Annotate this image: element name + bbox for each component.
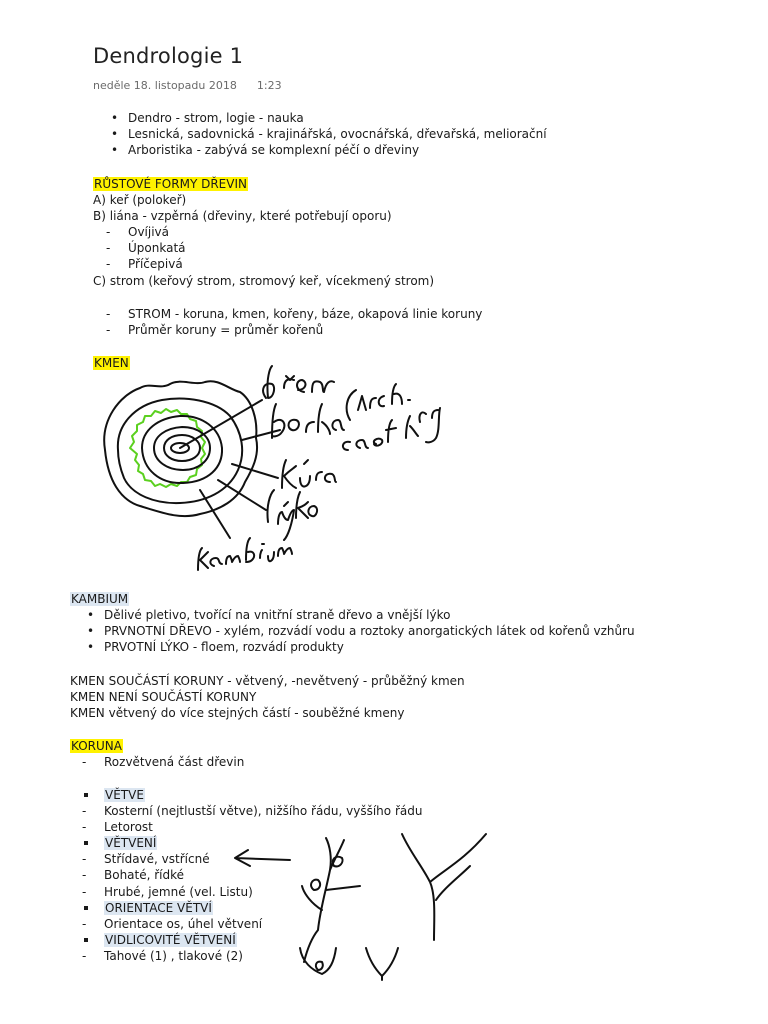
growth-heading-text: RŮSTOVÉ FORMY DŘEVIN — [94, 177, 247, 191]
fork-tahove — [300, 948, 336, 974]
vidlicovite-item: - Tahové (1) , tlakové (2) — [104, 948, 243, 964]
label-dren — [263, 366, 334, 398]
kmen-heading-text: KMEN — [94, 356, 129, 370]
liana-type: - Ovíjivá — [128, 224, 169, 240]
fork-tlakove — [366, 948, 398, 980]
strom-item: - STROM - koruna, kmen, kořeny, báze, okapová linie koruny — [128, 306, 482, 322]
vetveni-heading-text: VĚTVENÍ — [105, 836, 157, 850]
branch-fork — [402, 834, 486, 940]
liana-type: - Příčepivá — [128, 256, 183, 272]
arrow-left-icon — [235, 850, 290, 866]
intro-bullet: • Arboristika - zabývá se komplexní péčí o dřeviny — [128, 142, 419, 158]
orientace-heading-text: ORIENTACE VĚTVÍ — [105, 901, 212, 915]
intro-bullet: • Lesnická, sadovnická - krajinářská, ovocnářská, dřevařská, meliorační — [128, 126, 547, 142]
intro-bullet: • Dendro - strom, logie - nauka — [128, 110, 304, 126]
page-date: neděle 18. listopadu 2018 — [93, 79, 237, 92]
leaf-bud — [311, 880, 320, 890]
vetve-item: - Letorost — [104, 819, 153, 835]
orientace-heading — [104, 900, 213, 916]
growth-heading — [93, 176, 248, 192]
growth-b: B) liána - vzpěrná (dřeviny, které potřebují oporu) — [93, 209, 392, 223]
kambium-bullet: • PRVOTNÍ LÝKO - floem, rozvádí produkty — [104, 639, 344, 655]
page-time: 1:23 — [256, 79, 282, 92]
kambium-bullet: • Dělivé pletivo, tvořící na vnitřní straně dřevo a vnější lýko — [104, 607, 450, 623]
vetveni-item: - Střídavé, vstřícné — [104, 851, 210, 867]
kmen-line: KMEN NENÍ SOUČÁSTÍ KORUNY — [70, 690, 257, 704]
vetveni-heading — [104, 835, 157, 851]
label-kura — [282, 460, 336, 488]
label-kambium — [198, 538, 292, 570]
vetve-item: - Kosterní (nejtlustší větve), nižšího řádu, vyššího řádu — [104, 803, 422, 819]
kambium-bullet: • PRVNOTNÍ DŘEVO - xylém, rozvádí vodu a roztoky anorgatických látek od kořenů vzhůru — [104, 623, 635, 639]
vetve-heading-text: VĚTVE — [105, 788, 144, 802]
strom-item: - Průměr koruny = průměr kořenů — [128, 322, 323, 338]
label-lyko — [267, 490, 317, 540]
koruna-item: - Rozvětvená část dřevin — [104, 754, 244, 770]
koruna-heading-text: KORUNA — [71, 739, 122, 753]
liana-type: - Úponkatá — [128, 240, 186, 256]
orientace-item: - Orientace os, úhel větvení — [104, 916, 262, 932]
kmen-line: KMEN SOUČÁSTÍ KORUNY - větvený, -nevětvený - průběžný kmen — [70, 674, 465, 688]
koruna-heading — [70, 738, 123, 754]
branching-sketch — [230, 830, 520, 990]
label-vrch — [347, 384, 410, 420]
growth-c: C) strom (keřový strom, stromový keř, vícekmený strom) — [93, 274, 435, 288]
vidlicovite-heading-text: VIDLICOVITÉ VĚTVENÍ — [105, 933, 236, 947]
vetveni-item: - Bohaté, řídké — [104, 867, 184, 883]
leader-borka — [242, 430, 280, 440]
vidlicovite-heading — [104, 932, 237, 948]
tree-trunk-cross-section-sketch — [80, 360, 440, 580]
growth-a: A) keř (polokeř) — [93, 193, 187, 207]
label-cast-kury — [343, 408, 440, 450]
page-title: Dendrologie 1 — [93, 44, 244, 68]
kambium-heading-text: KAMBIUM — [71, 592, 129, 606]
vetve-heading — [104, 787, 145, 803]
kambium-heading — [70, 591, 129, 607]
vetveni-item: - Hrubé, jemné (vel. Listu) — [104, 884, 253, 900]
label-borka — [272, 404, 344, 438]
page-meta — [93, 79, 282, 92]
leader-kura — [232, 464, 278, 478]
kmen-line: KMEN větvený do více stejných částí - souběžné kmeny — [70, 706, 405, 720]
branch-alternate — [302, 838, 360, 962]
